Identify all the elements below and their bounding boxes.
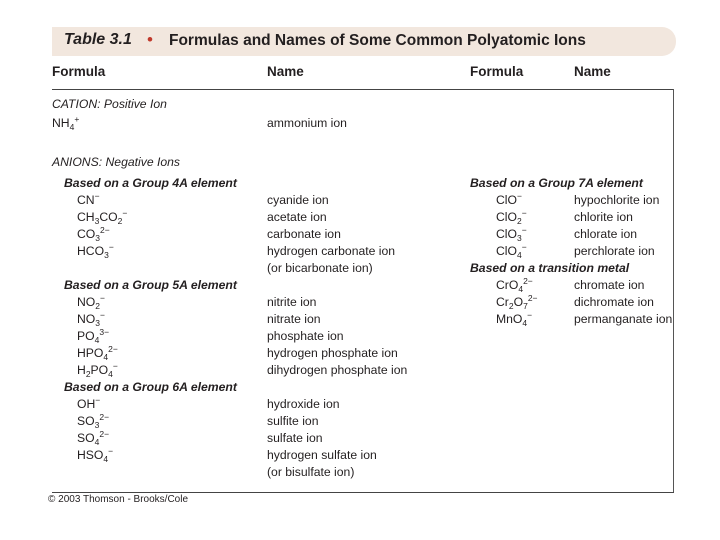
formula-element: CrO xyxy=(496,278,519,292)
formula-charge: 3− xyxy=(99,327,110,337)
ion-name: nitrate ion xyxy=(267,312,321,326)
footer-rule xyxy=(52,492,674,493)
formula-charge: − xyxy=(100,310,105,320)
formula-subscript: 3 xyxy=(95,318,101,328)
anion-section-label: ANIONS: Negative Ions xyxy=(52,155,181,169)
formula-element: NH xyxy=(52,116,70,130)
ion-formula xyxy=(496,278,533,292)
ion-formula xyxy=(77,346,118,360)
formula-subscript: 4 xyxy=(108,369,113,379)
formula-charge: 2− xyxy=(100,225,110,235)
ion-formula xyxy=(77,431,109,445)
ion-formula xyxy=(77,227,110,241)
ion-formula xyxy=(77,414,109,428)
formula-element: ClO xyxy=(496,193,517,207)
formula-element: ClO xyxy=(496,244,517,258)
ion-name: dihydrogen phosphate ion xyxy=(267,363,408,377)
ion-formula xyxy=(77,363,118,377)
formula-element: H xyxy=(77,363,86,377)
ion-formula xyxy=(77,244,114,258)
ion-name: chlorite ion xyxy=(574,210,633,224)
copyright: © 2003 Thomson - Brooks/Cole xyxy=(48,494,189,505)
formula-subscript: 3 xyxy=(95,233,101,243)
header-formula-left: Formula xyxy=(52,64,106,79)
ion-name: sulfite ion xyxy=(267,414,319,428)
formula-element: ClO xyxy=(496,227,517,241)
ion-name: hypochlorite ion xyxy=(574,193,660,207)
formula-charge: 2− xyxy=(527,293,538,303)
formula-subscript: 2 xyxy=(85,369,91,379)
formula-element: Cr xyxy=(496,295,509,309)
ion-name: hydrogen sulfate ion xyxy=(267,448,377,462)
formula-subscript: 4 xyxy=(69,122,75,132)
formula-element: OH xyxy=(77,397,96,411)
formula-charge: 2− xyxy=(99,412,110,422)
formula-subscript: 2 xyxy=(117,216,123,226)
ion-name-alt: (or bicarbonate ion) xyxy=(267,261,373,275)
ion-formula xyxy=(496,244,527,258)
formula-element: PO xyxy=(90,363,109,377)
ion-formula xyxy=(77,295,105,309)
ion-formula xyxy=(77,397,100,411)
formula-subscript: 2 xyxy=(508,301,514,311)
ion-name: cyanide ion xyxy=(267,193,329,207)
formula-element: HPO xyxy=(77,346,104,360)
header-name-right: Name xyxy=(574,64,611,79)
header-name-left: Name xyxy=(267,64,304,79)
formula-subscript: 4 xyxy=(94,437,100,447)
formula-subscript: 2 xyxy=(517,216,522,226)
group-heading: Based on a Group 4A element xyxy=(64,176,237,190)
formula-subscript: 3 xyxy=(94,420,100,430)
formula-charge: − xyxy=(521,225,527,235)
formula-element: CO xyxy=(77,227,96,241)
ion-name: chlorate ion xyxy=(574,227,638,241)
ion-formula xyxy=(496,295,538,309)
ion-name: nitrite ion xyxy=(267,295,317,309)
formula-charge: − xyxy=(112,361,118,371)
formula-element: SO xyxy=(77,414,95,428)
header-rule xyxy=(52,89,674,90)
ion-formula xyxy=(77,193,100,207)
ion-formula xyxy=(77,448,113,462)
formula-charge: − xyxy=(95,395,101,405)
header-formula-right: Formula xyxy=(470,64,524,79)
ion-name: chromate ion xyxy=(574,278,645,292)
ion-name: perchlorate ion xyxy=(574,244,655,258)
ion-name-alt: (or bisulfate ion) xyxy=(267,465,355,479)
ion-formula xyxy=(496,193,522,207)
formula-subscript: 4 xyxy=(517,250,522,260)
ion-name: acetate ion xyxy=(267,210,327,224)
formula-element: PO xyxy=(77,329,95,343)
formula-subscript: 4 xyxy=(522,318,528,328)
formula-subscript: 2 xyxy=(95,301,101,311)
ion-formula xyxy=(496,210,527,224)
formula-element: HSO xyxy=(77,448,104,462)
formula-subscript: 7 xyxy=(523,301,528,311)
formula-subscript: 4 xyxy=(518,284,524,294)
title-bullet: • xyxy=(147,30,153,49)
ion-formula xyxy=(77,210,127,224)
ion-name: permanganate ion xyxy=(574,312,673,326)
formula-charge: − xyxy=(100,293,105,303)
formula-charge: − xyxy=(527,310,533,320)
formula-charge: + xyxy=(74,114,80,124)
formula-charge: − xyxy=(108,446,114,456)
formula-subscript: 3 xyxy=(104,250,109,260)
ion-name: ammonium ion xyxy=(267,116,347,130)
formula-element: MnO xyxy=(496,312,523,326)
ion-name: hydrogen phosphate ion xyxy=(267,346,398,360)
formula-element: SO xyxy=(77,431,95,445)
formula-element: CH xyxy=(77,210,95,224)
table-right-border xyxy=(673,89,674,492)
formula-subscript: 4 xyxy=(103,454,109,464)
table-number: Table 3.1 xyxy=(64,31,132,48)
ion-name: phosphate ion xyxy=(267,329,344,343)
formula-charge: − xyxy=(94,191,100,201)
ion-formula xyxy=(496,312,532,326)
formula-charge: 2− xyxy=(99,429,110,439)
formula-subscript: 3 xyxy=(94,216,100,226)
formula-charge: − xyxy=(521,242,527,252)
ion-name: hydroxide ion xyxy=(267,397,340,411)
formula-subscript: 3 xyxy=(517,233,522,243)
formula-element: CN xyxy=(77,193,95,207)
formula-subscript: 4 xyxy=(103,352,109,362)
formula-charge: 2− xyxy=(108,344,118,354)
ion-formula xyxy=(496,227,527,241)
formula-charge: − xyxy=(122,208,128,218)
formula-element: CO xyxy=(99,210,118,224)
ion-name: hydrogen carbonate ion xyxy=(267,244,396,258)
formula-element: O xyxy=(513,295,524,309)
formula-element: ClO xyxy=(496,210,517,224)
formula-subscript: 4 xyxy=(94,335,100,345)
formula-element: NO xyxy=(77,312,96,326)
group-heading: Based on a Group 7A element xyxy=(470,176,643,190)
group-heading: Based on a transition metal xyxy=(470,261,630,275)
group-heading: Based on a Group 5A element xyxy=(64,278,237,292)
table-title: Formulas and Names of Some Common Polyatomic Ions xyxy=(169,32,586,49)
formula-charge: − xyxy=(517,191,522,201)
ion-name: sulfate ion xyxy=(267,431,323,445)
ion-formula xyxy=(52,116,79,130)
formula-charge: 2− xyxy=(523,276,533,286)
ion-formula xyxy=(77,329,109,343)
ion-name: carbonate ion xyxy=(267,227,341,241)
group-heading: Based on a Group 6A element xyxy=(64,380,237,394)
formula-element: HCO xyxy=(77,244,105,258)
formula-charge: − xyxy=(521,208,527,218)
cation-section-label: CATION: Positive Ion xyxy=(52,97,167,111)
ion-formula xyxy=(77,312,105,326)
ion-name: dichromate ion xyxy=(574,295,654,309)
formula-charge: − xyxy=(108,242,114,252)
formula-element: NO xyxy=(77,295,96,309)
